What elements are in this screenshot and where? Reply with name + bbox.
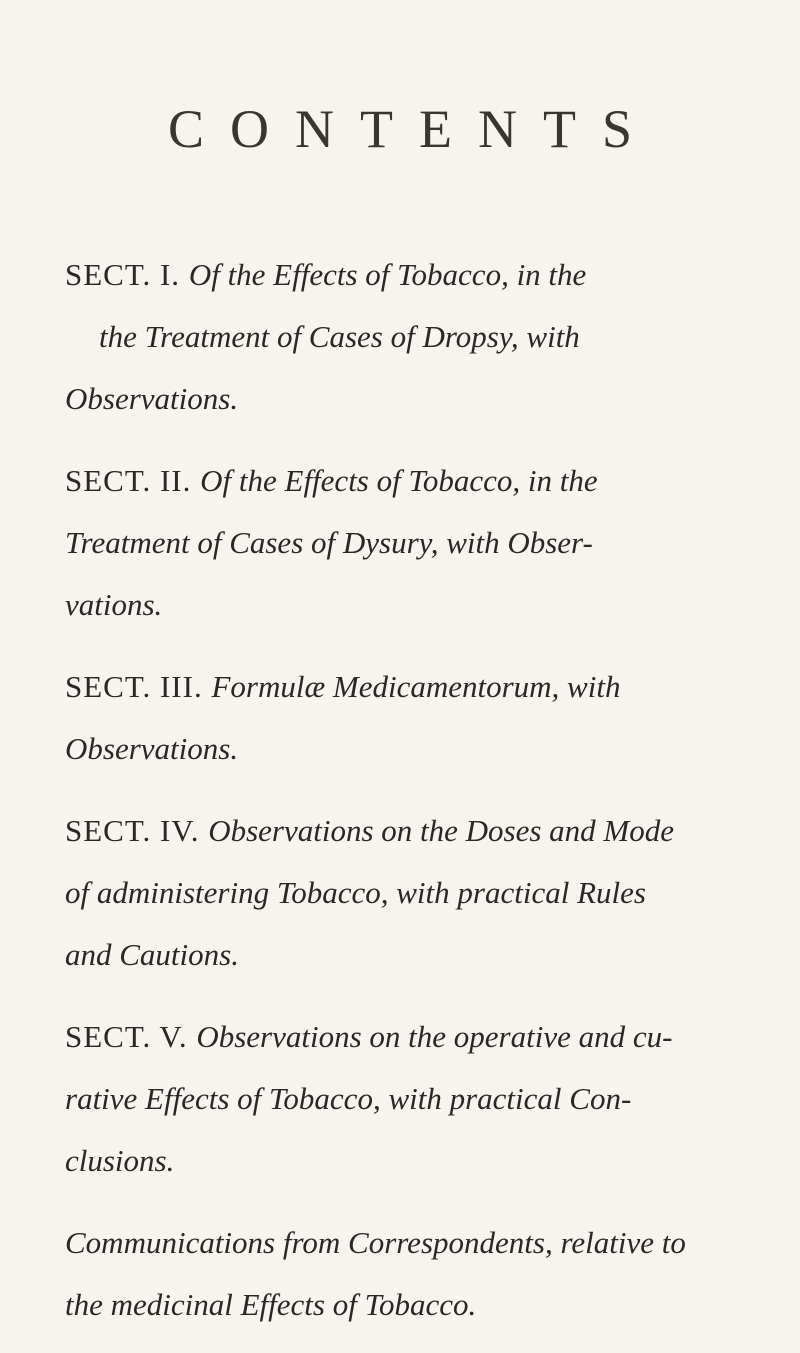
section-title-line: Communications from Correspondents, relative to bbox=[65, 1225, 686, 1260]
section-title-line: Observations. bbox=[65, 731, 239, 766]
section-title-line: Observations. bbox=[65, 381, 239, 416]
section-title-line: Observations on the Doses and Mode bbox=[208, 813, 675, 848]
contents-entry-communications bbox=[65, 1212, 755, 1336]
section-label: SECT. I. bbox=[65, 257, 189, 292]
contents-list bbox=[65, 244, 755, 1336]
section-title-line: Of the Effects of Tobacco, in the bbox=[200, 463, 598, 498]
section-label: SECT. II. bbox=[65, 463, 201, 498]
contents-entry-sect-3 bbox=[65, 656, 755, 780]
section-label: SECT. V. bbox=[65, 1019, 197, 1054]
section-title-line: rative Effects of Tobacco, with practical Con- bbox=[65, 1081, 632, 1116]
section-title-line: vations. bbox=[65, 587, 163, 622]
contents-entry-sect-2 bbox=[65, 450, 755, 636]
page-heading: CONTENTS bbox=[168, 99, 658, 159]
section-title-line: of administering Tobacco, with practical Rules bbox=[65, 875, 646, 910]
contents-entry-sect-1 bbox=[65, 244, 755, 430]
section-title-line: and Cautions. bbox=[65, 937, 239, 972]
section-title-line: Treatment of Cases of Dysury, with Obser- bbox=[65, 525, 593, 560]
section-label: SECT. IV. bbox=[65, 813, 209, 848]
section-title-line: Formulæ Medicamentorum, with bbox=[211, 669, 621, 704]
section-title-line: clusions. bbox=[65, 1143, 175, 1178]
section-title-line: the medicinal Effects of Tobacco. bbox=[65, 1287, 477, 1322]
section-title-line: Observations on the operative and cu- bbox=[196, 1019, 673, 1054]
contents-entry-sect-4 bbox=[65, 800, 755, 986]
section-title-line: Of the Effects of Tobacco, in the bbox=[188, 257, 587, 292]
section-label: SECT. III. bbox=[65, 669, 212, 704]
contents-entry-sect-5 bbox=[65, 1006, 755, 1192]
section-title-line: the Treatment of Cases of Dropsy, with bbox=[99, 319, 580, 354]
